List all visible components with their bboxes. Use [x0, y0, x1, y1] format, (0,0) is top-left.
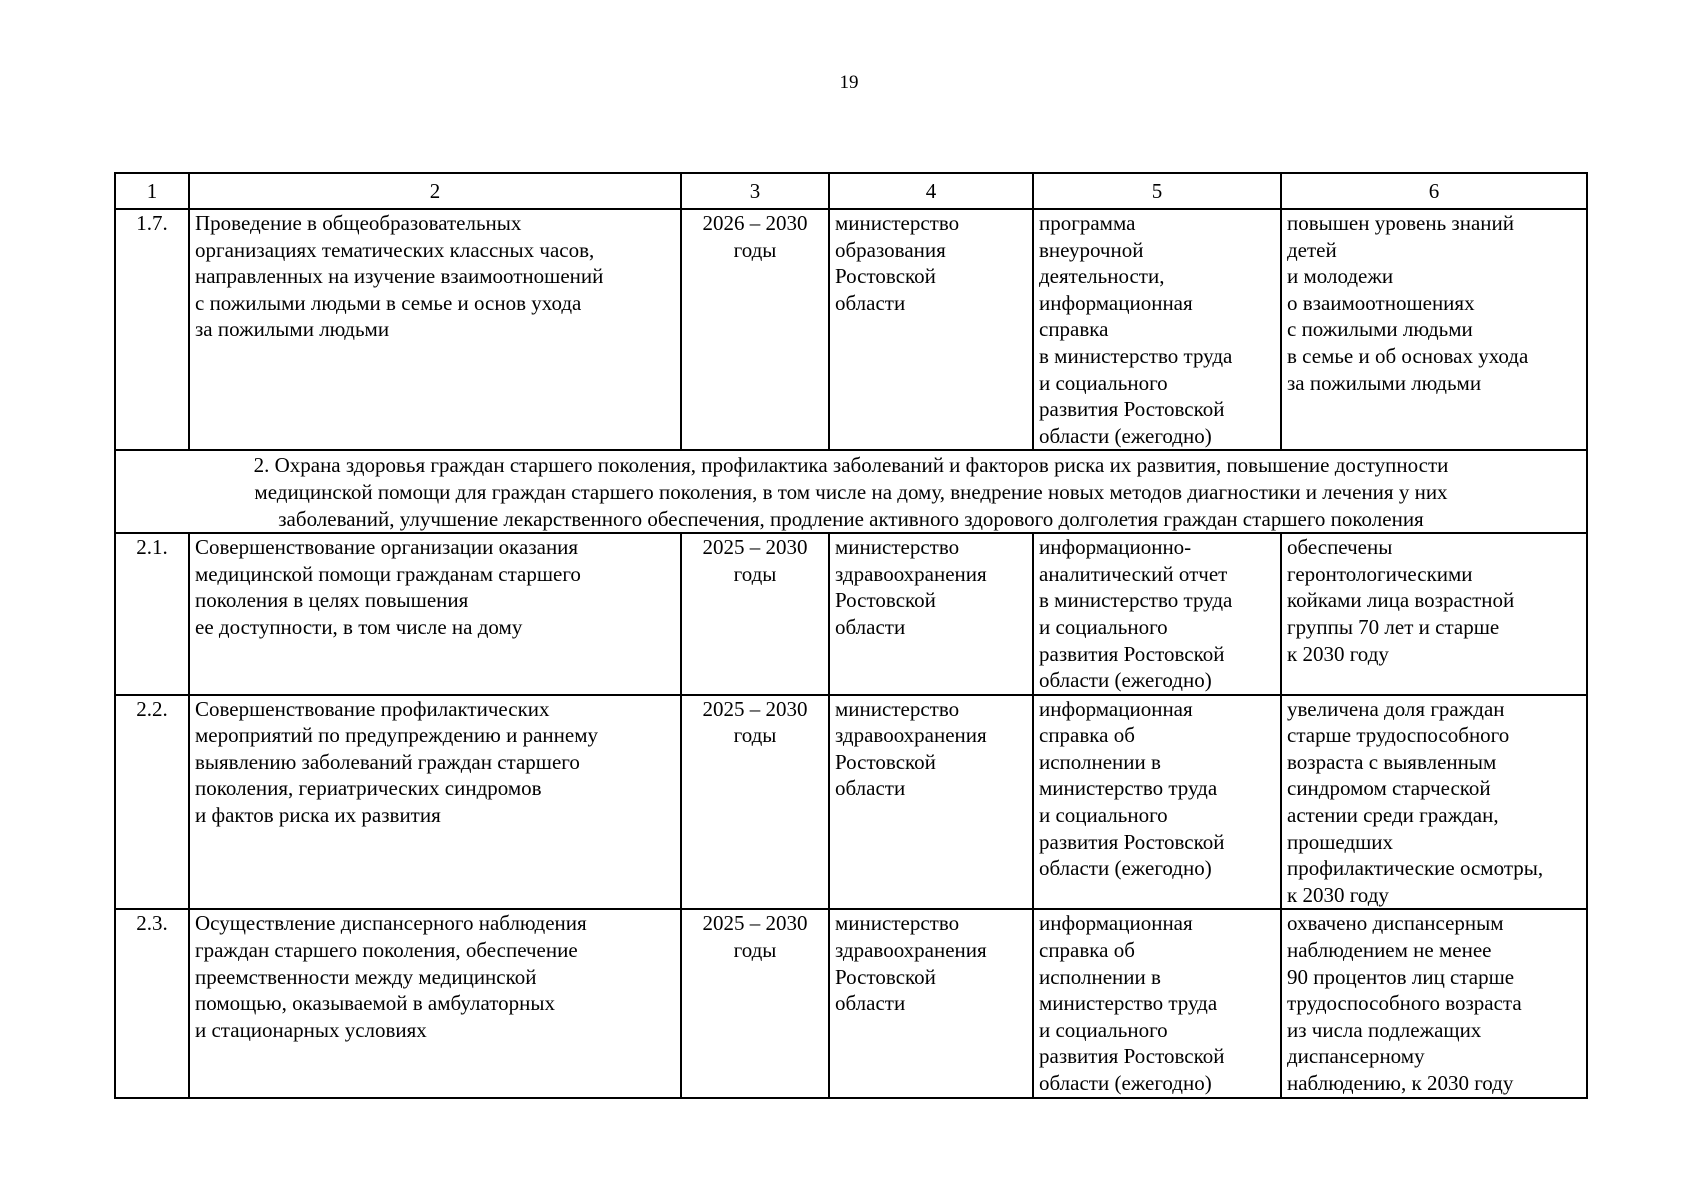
- years-cell-line: 2025 – 2030: [702, 535, 808, 560]
- section-heading-line: заболеваний, улучшение лекарственного обеспечения, продление активного здорового долголетия граждан старшего поколения: [278, 506, 1424, 531]
- section-heading-row: [115, 450, 1587, 533]
- result-document-cell-line: исполнении в: [1039, 749, 1161, 774]
- outcome-cell-line: койками лица возрастной: [1287, 588, 1515, 613]
- measure-cell: [189, 209, 681, 450]
- result-document-cell: [1033, 695, 1281, 910]
- result-document-cell-line: информационная: [1039, 290, 1193, 315]
- years-cell: [681, 533, 829, 695]
- measures-table: [114, 172, 1588, 1099]
- result-document-cell-line: министерство труда: [1039, 991, 1218, 1016]
- outcome-cell-line: 90 процентов лиц старше: [1287, 964, 1515, 989]
- result-document-cell-line: справка об: [1039, 938, 1135, 963]
- measure-cell-line: поколения, гериатрических синдромов: [195, 776, 542, 801]
- years-cell-line: 2025 – 2030: [702, 696, 808, 721]
- outcome-cell-line: старше трудоспособного: [1287, 723, 1510, 748]
- outcome-cell-line: увеличена доля граждан: [1287, 696, 1505, 721]
- section-heading-line: медицинской помощи для граждан старшего поколения, в том числе на дому, внедрение новых методов диагностики и лечения у них: [254, 479, 1448, 504]
- measure-cell-line: ее доступности, в том числе на дому: [195, 614, 523, 639]
- item-number-cell: 1.7.: [115, 209, 189, 450]
- result-document-cell-line: исполнении в: [1039, 964, 1161, 989]
- years-cell: [681, 695, 829, 910]
- measure-cell-line: за пожилыми людьми: [195, 317, 390, 342]
- executor-cell-line: Ростовской: [835, 588, 936, 613]
- executor-cell-line: Ростовской: [835, 964, 936, 989]
- years-cell-line: годы: [733, 938, 777, 963]
- executor-cell-line: образования: [835, 237, 946, 262]
- result-document-cell-line: и социального: [1039, 803, 1168, 828]
- header-cell: 3: [681, 173, 829, 209]
- result-document-cell-line: развития Ростовской: [1039, 641, 1225, 666]
- result-document-cell-line: внеурочной: [1039, 237, 1144, 262]
- result-document-cell: [1033, 909, 1281, 1097]
- item-number-cell: 2.3.: [115, 909, 189, 1097]
- result-document-cell-line: справка: [1039, 317, 1109, 342]
- measure-cell-line: направленных на изучение взаимоотношений: [195, 264, 604, 289]
- measure-cell-line: мероприятий по предупреждению и раннему: [195, 723, 598, 748]
- result-document-cell-line: области (ежегодно): [1039, 856, 1212, 881]
- measure-cell-line: Совершенствование профилактических: [195, 696, 550, 721]
- outcome-cell-line: профилактические осмотры,: [1287, 856, 1544, 881]
- executor-cell-line: области: [835, 991, 906, 1016]
- header-cell: 5: [1033, 173, 1281, 209]
- table-row: [115, 533, 1587, 695]
- outcome-cell-line: группы 70 лет и старше: [1287, 614, 1500, 639]
- item-number-cell: 2.1.: [115, 533, 189, 695]
- table-row: [115, 209, 1587, 450]
- measure-cell-line: Проведение в общеобразовательных: [195, 211, 522, 235]
- executor-cell-line: здравоохранения: [835, 561, 987, 586]
- result-document-cell-line: министерство труда: [1039, 776, 1218, 801]
- result-document-cell-line: развития Ростовской: [1039, 397, 1225, 422]
- executor-cell-line: здравоохранения: [835, 938, 987, 963]
- measure-cell-line: выявлению заболеваний граждан старшего: [195, 749, 580, 774]
- outcome-cell-line: охвачено диспансерным: [1287, 911, 1504, 936]
- result-document-cell: [1033, 209, 1281, 450]
- outcome-cell-line: наблюдению, к 2030 году: [1287, 1071, 1514, 1095]
- measure-cell-line: граждан старшего поколения, обеспечение: [195, 938, 578, 963]
- outcome-cell-line: наблюдением не менее: [1287, 938, 1492, 963]
- measure-cell: [189, 533, 681, 695]
- years-cell-line: годы: [733, 237, 777, 262]
- result-document-cell-line: области (ежегодно): [1039, 1071, 1212, 1095]
- executor-cell-line: Ростовской: [835, 264, 936, 289]
- header-cell: 6: [1281, 173, 1587, 209]
- header-row: [115, 173, 1587, 209]
- measure-cell: [189, 695, 681, 910]
- outcome-cell-line: возраста с выявленным: [1287, 749, 1497, 774]
- result-document-cell-line: области (ежегодно): [1039, 668, 1212, 693]
- result-document-cell: [1033, 533, 1281, 695]
- result-document-cell-line: информационная: [1039, 696, 1193, 721]
- executor-cell-line: Ростовской: [835, 749, 936, 774]
- outcome-cell-line: о взаимоотношениях: [1287, 290, 1475, 315]
- years-cell-line: 2025 – 2030: [702, 911, 808, 936]
- item-number-cell: 2.2.: [115, 695, 189, 910]
- outcome-cell-line: трудоспособного возраста: [1287, 991, 1522, 1016]
- outcome-cell: [1281, 533, 1587, 695]
- result-document-cell-line: аналитический отчет: [1039, 561, 1228, 586]
- outcome-cell: [1281, 209, 1587, 450]
- result-document-cell-line: развития Ростовской: [1039, 1044, 1225, 1069]
- executor-cell-line: области: [835, 614, 906, 639]
- page-number: 19: [839, 72, 859, 93]
- result-document-cell-line: деятельности,: [1039, 264, 1165, 289]
- outcome-cell-line: в семье и об основах ухода: [1287, 343, 1529, 368]
- executor-cell: [829, 533, 1033, 695]
- measure-cell-line: поколения в целях повышения: [195, 588, 469, 613]
- measure-cell-line: и стационарных условиях: [195, 1017, 427, 1042]
- outcome-cell-line: обеспечены: [1287, 535, 1393, 560]
- section-heading: [115, 450, 1587, 533]
- measure-cell: [189, 909, 681, 1097]
- measure-cell-line: Совершенствование организации оказания: [195, 535, 579, 560]
- executor-cell-line: министерство: [835, 911, 960, 936]
- outcome-cell-line: и молодежи: [1287, 264, 1394, 289]
- outcome-cell-line: астении среди граждан,: [1287, 803, 1499, 828]
- outcome-cell-line: геронтологическими: [1287, 561, 1473, 586]
- years-cell-line: годы: [733, 561, 777, 586]
- result-document-cell-line: и социального: [1039, 1017, 1168, 1042]
- outcome-cell-line: к 2030 году: [1287, 641, 1389, 666]
- executor-cell-line: министерство: [835, 696, 960, 721]
- result-document-cell-line: в министерство труда: [1039, 343, 1233, 368]
- result-document-cell-line: и социального: [1039, 614, 1168, 639]
- measure-cell-line: организациях тематических классных часов,: [195, 237, 595, 262]
- executor-cell-line: здравоохранения: [835, 723, 987, 748]
- outcome-cell-line: диспансерному: [1287, 1044, 1425, 1069]
- outcome-cell-line: повышен уровень знаний: [1287, 211, 1514, 235]
- outcome-cell-line: детей: [1287, 237, 1337, 262]
- outcome-cell-line: прошедших: [1287, 829, 1394, 854]
- table-row: [115, 909, 1587, 1097]
- outcome-cell: [1281, 909, 1587, 1097]
- result-document-cell-line: информационная: [1039, 911, 1193, 936]
- measure-cell-line: медицинской помощи гражданам старшего: [195, 561, 581, 586]
- header-cell: 1: [115, 173, 189, 209]
- executor-cell: [829, 209, 1033, 450]
- executor-cell-line: министерство: [835, 535, 960, 560]
- measure-cell-line: с пожилыми людьми в семье и основ ухода: [195, 290, 582, 315]
- result-document-cell-line: и социального: [1039, 370, 1168, 395]
- section-heading-line: 2. Охрана здоровья граждан старшего поколения, профилактика заболеваний и факторов риска их развития, повышение доступности: [253, 453, 1449, 478]
- measure-cell-line: и фактов риска их развития: [195, 803, 441, 828]
- result-document-cell-line: области (ежегодно): [1039, 423, 1212, 448]
- outcome-cell: [1281, 695, 1587, 910]
- header-cell: 4: [829, 173, 1033, 209]
- outcome-cell-line: за пожилыми людьми: [1287, 370, 1482, 395]
- outcome-cell-line: синдромом старческой: [1287, 776, 1491, 801]
- result-document-cell-line: развития Ростовской: [1039, 829, 1225, 854]
- executor-cell-line: области: [835, 776, 906, 801]
- years-cell: [681, 209, 829, 450]
- outcome-cell-line: с пожилыми людьми: [1287, 317, 1473, 342]
- measure-cell-line: помощью, оказываемой в амбулаторных: [195, 991, 555, 1016]
- executor-cell: [829, 909, 1033, 1097]
- measure-cell-line: преемственности между медицинской: [195, 964, 537, 989]
- years-cell: [681, 909, 829, 1097]
- result-document-cell-line: программа: [1039, 211, 1136, 235]
- table-row: [115, 695, 1587, 910]
- outcome-cell-line: из числа подлежащих: [1287, 1017, 1482, 1042]
- measure-cell-line: Осуществление диспансерного наблюдения: [195, 911, 587, 936]
- result-document-cell-line: справка об: [1039, 723, 1135, 748]
- result-document-cell-line: в министерство труда: [1039, 588, 1233, 613]
- outcome-cell-line: к 2030 году: [1287, 882, 1389, 907]
- years-cell-line: 2026 – 2030: [702, 211, 808, 235]
- result-document-cell-line: информационно-: [1039, 535, 1192, 560]
- executor-cell: [829, 695, 1033, 910]
- executor-cell-line: министерство: [835, 211, 960, 235]
- executor-cell-line: области: [835, 290, 906, 315]
- years-cell-line: годы: [733, 723, 777, 748]
- header-cell: 2: [189, 173, 681, 209]
